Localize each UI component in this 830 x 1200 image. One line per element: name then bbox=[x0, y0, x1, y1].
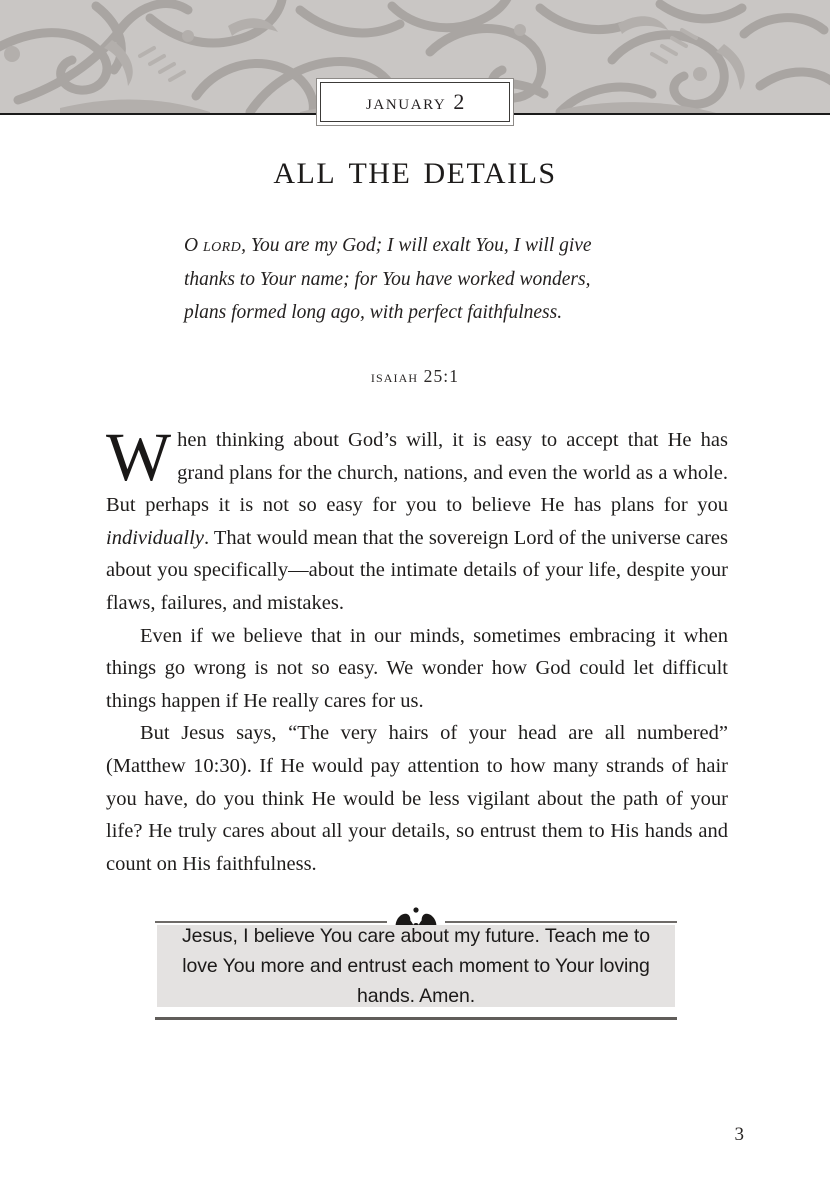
date-plaque-inner-border bbox=[320, 82, 510, 122]
body-paragraph-1-part-a: hen thinking about God’s will, it is easy to accept that He has grand plans for the church, nations, and even the world as a whole. But perhaps it is not so easy for you to believe He has plans for you bbox=[106, 429, 728, 517]
date-plaque bbox=[316, 78, 514, 126]
devotion-body bbox=[106, 419, 728, 880]
page-title: all the details bbox=[273, 146, 557, 193]
prayer-bottom-rule bbox=[155, 1017, 677, 1020]
scripture-text-pre: O bbox=[184, 235, 203, 256]
body-paragraph-2: Even if we believe that in our minds, sometimes embracing it when things go wrong is not so easy. We wonder how God could let difficult things happen if He really cares for us. bbox=[106, 624, 728, 712]
body-paragraph-1-part-b: . That would mean that the sovereign Lord of the universe cares about you specifically—about the intimate details of your life, despite your flaws, failures, and mistakes. bbox=[106, 526, 728, 614]
date-label: january 2 bbox=[365, 89, 467, 114]
scripture-text-body: , You are my God; I will exalt You, I will give thanks to Your name; for You have worked wonders, plans formed long ago, with perfect faithfulness. bbox=[184, 235, 592, 323]
drop-cap: W bbox=[106, 419, 172, 495]
scripture-lord-smallcaps: lord bbox=[202, 235, 242, 256]
body-paragraph-1-italic: individually bbox=[106, 526, 204, 549]
body-paragraph-3: But Jesus says, “The very hairs of your head are all numbered” (Matthew 10:30). If He would pay attention to how many strands of hair you have, do you think He would be less vigilant about the path of your life? He truly cares about all your details, so entrust them to His hands and count on His faithfulness. bbox=[106, 722, 728, 875]
prayer-text: Jesus, I believe You care about my future. Teach me to love You more and entrust each moment to Your loving hands. Amen. bbox=[182, 925, 650, 1007]
body-paragraph-1 bbox=[106, 419, 728, 620]
scripture-reference: isaiah 25:1 bbox=[370, 366, 460, 386]
page-number: 3 bbox=[734, 1124, 744, 1145]
scripture-quote bbox=[184, 229, 634, 330]
prayer-box bbox=[157, 925, 675, 1007]
